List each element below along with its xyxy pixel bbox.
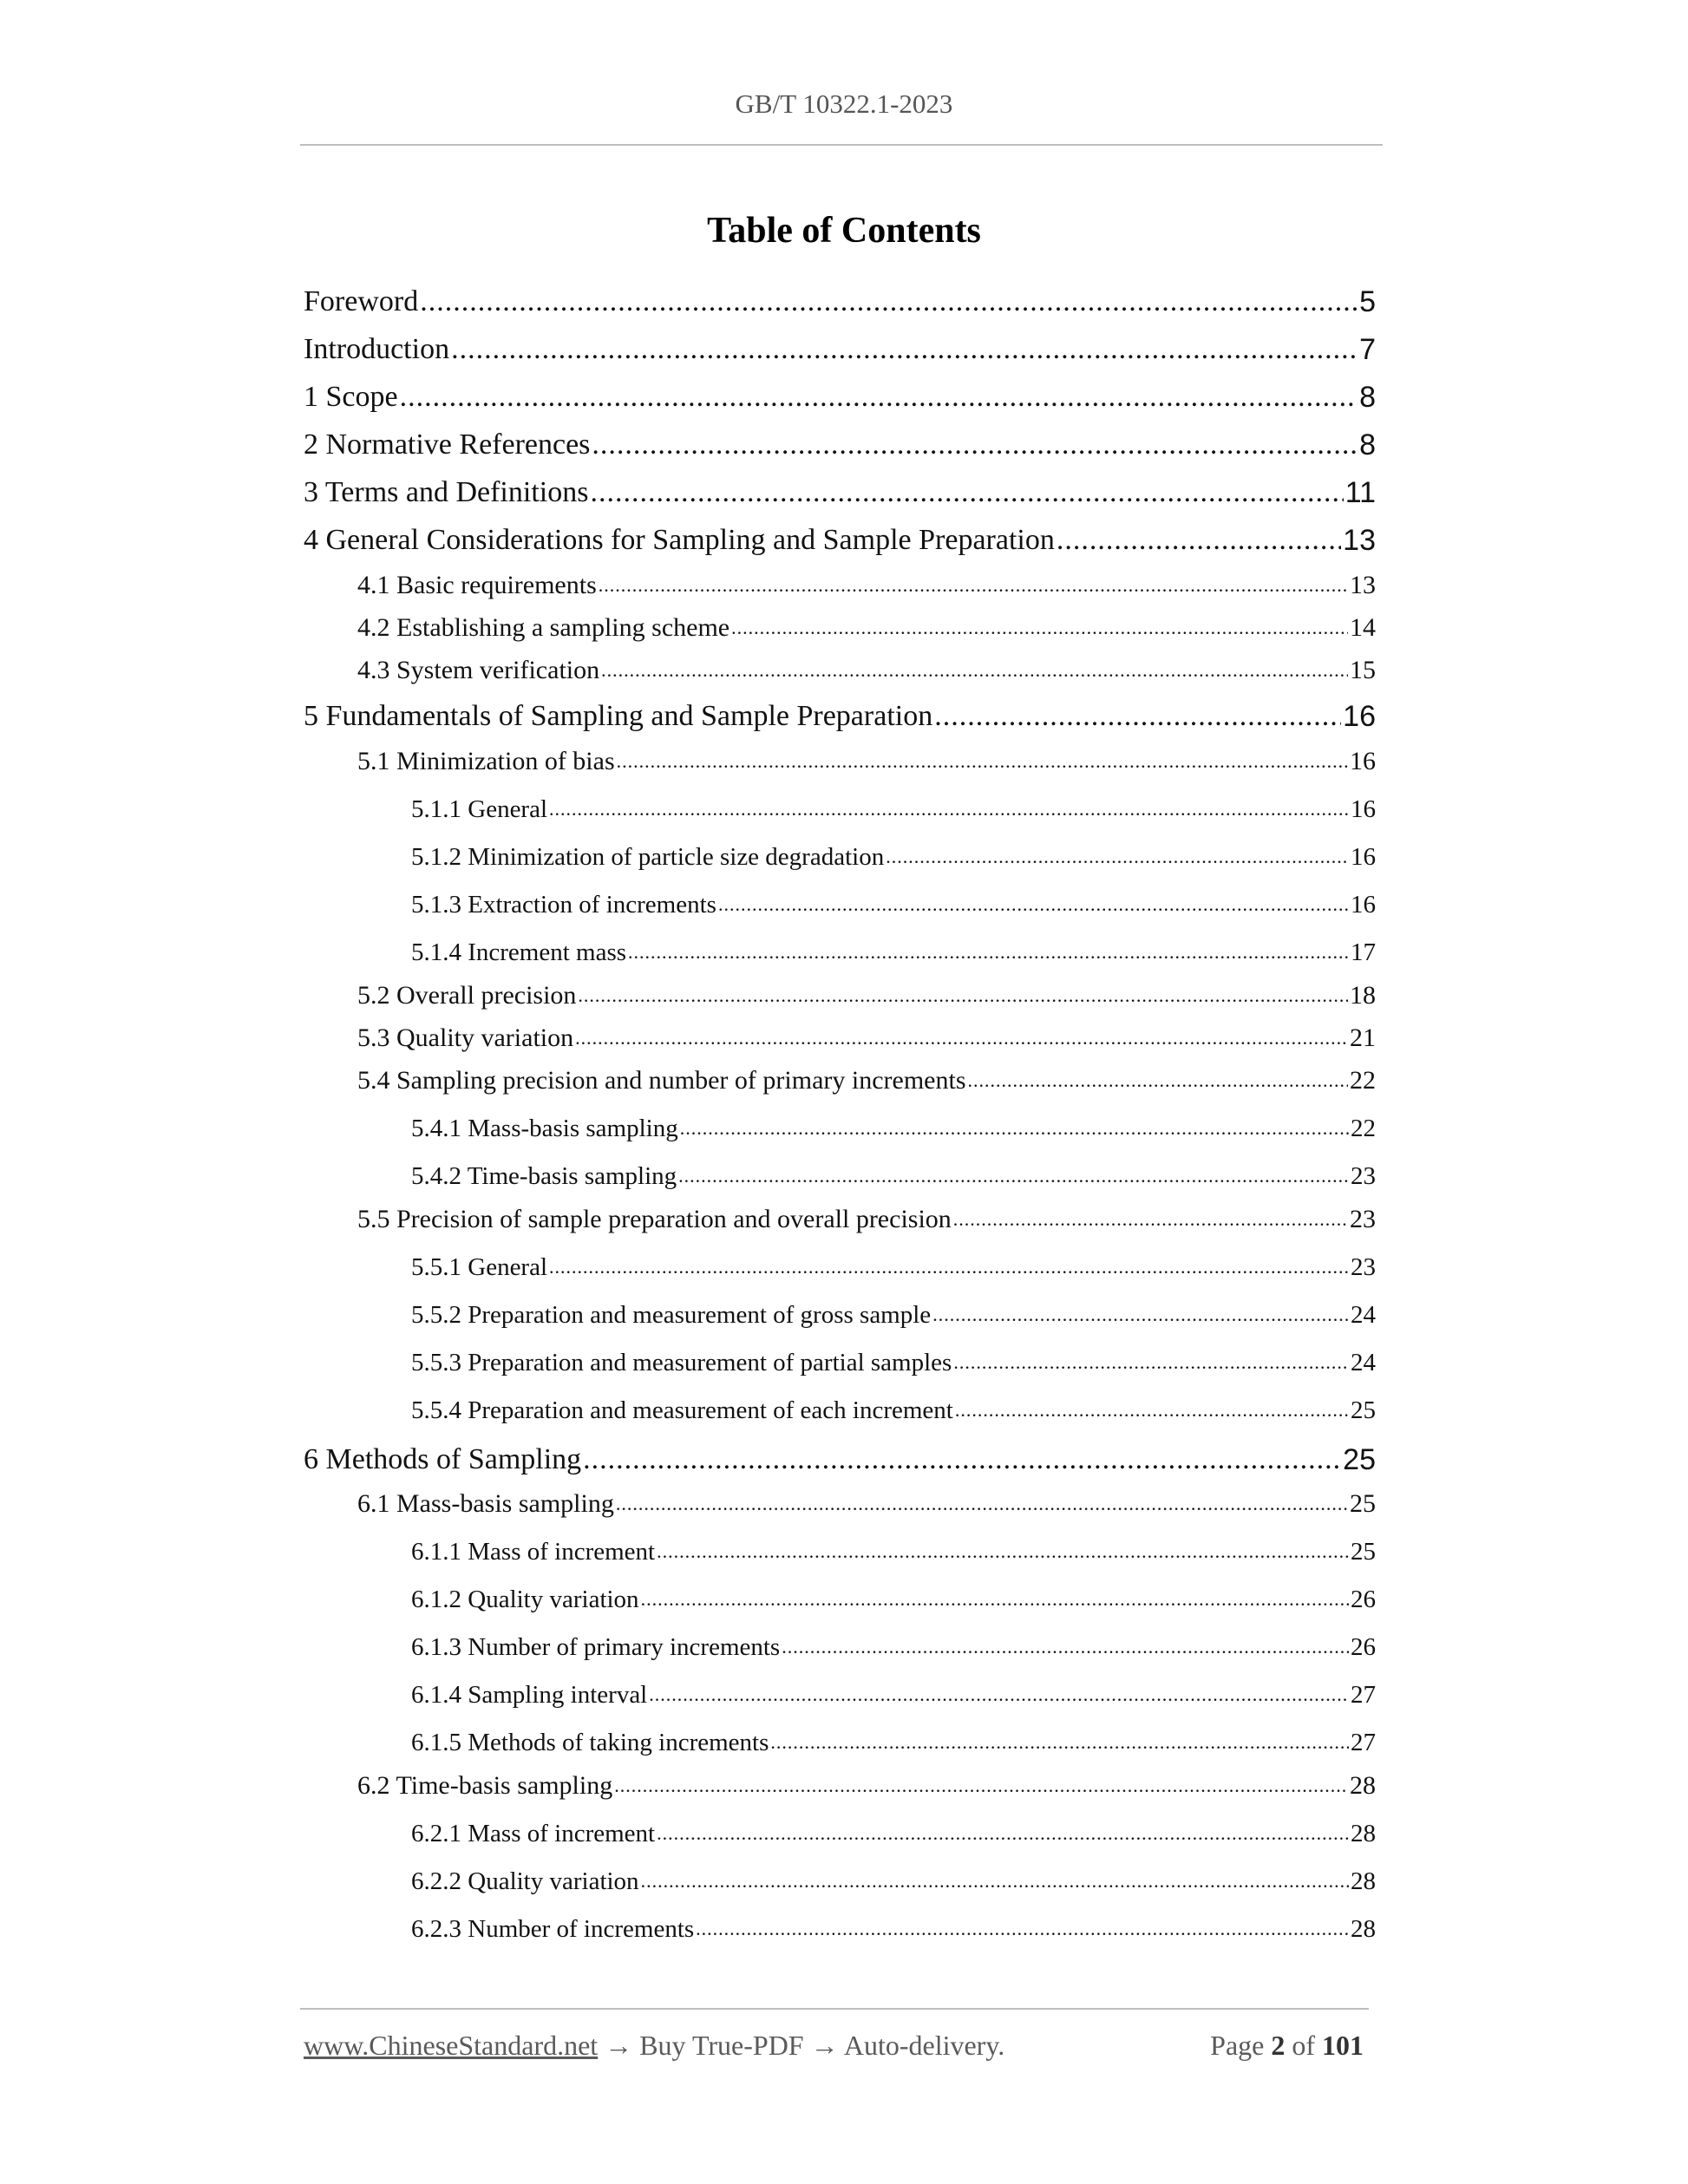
toc-entry-page: 8: [1359, 381, 1376, 414]
toc-leader-dots: [782, 1630, 1349, 1664]
page-label: Page: [1210, 2030, 1265, 2061]
document-code-header: GB/T 10322.1-2023: [735, 88, 953, 119]
toc-entry-page: 13: [1350, 571, 1376, 599]
toc-entry-title: Introduction: [304, 333, 450, 365]
toc-entry[interactable]: [304, 696, 1376, 736]
toc-entry-title: 5.1.1 General: [411, 795, 548, 823]
toc-entry-title: 6.1.1 Mass of increment: [411, 1538, 656, 1566]
toc-entry-title: 5.5.1 General: [411, 1253, 548, 1281]
toc-entry-title: 5.5 Precision of sample preparation and overall precision: [357, 1205, 952, 1233]
toc-entry-title: 4 General Considerations for Sampling and Sample Preparation: [304, 524, 1055, 556]
toc-leader-dots: [953, 1345, 1349, 1380]
toc-entry-title: 6.1.5 Methods of taking increments: [411, 1729, 769, 1756]
toc-entry[interactable]: [357, 653, 1376, 688]
toc-leader-dots: [578, 978, 1348, 1013]
toc-entry[interactable]: [357, 1487, 1376, 1521]
toc-entry-page: 25: [1350, 1489, 1376, 1518]
auto-delivery-text: Auto-delivery.: [843, 2030, 1005, 2061]
toc-entry-page: 23: [1351, 1253, 1376, 1281]
toc-entry[interactable]: [304, 1440, 1376, 1480]
toc-entry-page: 26: [1351, 1633, 1376, 1661]
toc-entry-page: 17: [1351, 938, 1376, 966]
toc-entry[interactable]: [411, 1250, 1376, 1285]
toc-entry-page: 13: [1343, 524, 1376, 557]
footer-links: [304, 2030, 1004, 2062]
toc-entry[interactable]: [411, 1159, 1376, 1193]
toc-entry[interactable]: [411, 1725, 1376, 1760]
toc-entry[interactable]: [357, 611, 1376, 645]
site-link[interactable]: www.ChineseStandard.net: [304, 2030, 599, 2061]
toc-entry[interactable]: [411, 1582, 1376, 1617]
toc-entry-title: 5.5.2 Preparation and measurement of gross sample: [411, 1301, 932, 1329]
toc-entry-page: 22: [1351, 1115, 1376, 1142]
toc-leader-dots: [592, 425, 1358, 465]
toc-entry[interactable]: [357, 744, 1376, 779]
toc-entry-title: 5.4.1 Mass-basis sampling: [411, 1115, 678, 1142]
toc-leader-dots: [968, 1063, 1349, 1098]
toc-entry-page: 14: [1350, 613, 1376, 642]
toc-entry[interactable]: [304, 473, 1376, 513]
toc-entry[interactable]: [304, 282, 1376, 322]
toc-entry-title: 5.1 Minimization of bias: [357, 747, 615, 775]
toc-entry[interactable]: [304, 425, 1376, 465]
toc-entry-title: 5.2 Overall precision: [357, 981, 577, 1010]
toc-entry-title: 4.2 Establishing a sampling scheme: [357, 613, 730, 642]
toc-leader-dots: [617, 744, 1348, 779]
toc-entry-page: 25: [1351, 1538, 1376, 1566]
toc-leader-dots: [641, 1582, 1349, 1617]
toc-leader-dots: [601, 653, 1348, 688]
of-label: of: [1292, 2030, 1315, 2061]
toc-entry-page: 21: [1350, 1023, 1376, 1052]
toc-entry-title: 6.2 Time-basis sampling: [357, 1771, 613, 1800]
toc-entry-page: 22: [1350, 1066, 1376, 1095]
toc-entry[interactable]: [411, 935, 1376, 970]
toc-entry-page: 11: [1345, 476, 1376, 509]
toc-entry-title: 6.2.1 Mass of increment: [411, 1820, 656, 1847]
toc-entry[interactable]: [411, 792, 1376, 827]
toc-entry-page: 16: [1351, 843, 1376, 871]
toc-leader-dots: [678, 1159, 1349, 1193]
toc-entry[interactable]: [304, 520, 1376, 560]
toc-entry-page: 24: [1351, 1349, 1376, 1376]
toc-leader-dots: [932, 1298, 1349, 1332]
toc-entry[interactable]: [411, 1677, 1376, 1712]
toc-entry[interactable]: [357, 978, 1376, 1013]
toc-leader-dots: [599, 568, 1348, 603]
toc-entry-page: 23: [1351, 1162, 1376, 1190]
toc-entry-page: 28: [1351, 1915, 1376, 1943]
toc-entry-title: 5.5.3 Preparation and measurement of partial samples: [411, 1349, 952, 1376]
toc-leader-dots: [420, 282, 1358, 322]
toc-entry-title: 5.4 Sampling precision and number of primary increments: [357, 1066, 966, 1095]
toc-entry-title: 6.2.2 Quality variation: [411, 1867, 639, 1895]
toc-entry-title: 4.3 System verification: [357, 656, 600, 684]
toc-entry-title: 2 Normative References: [304, 428, 591, 461]
toc-entry-title: 3 Terms and Definitions: [304, 476, 589, 508]
current-page-number: 2: [1271, 2030, 1286, 2061]
toc-leader-dots: [575, 1021, 1348, 1056]
toc-leader-dots: [955, 1393, 1349, 1428]
toc-entry-page: 8: [1359, 428, 1376, 461]
toc-entry-title: 5.5.4 Preparation and measurement of each increment: [411, 1396, 953, 1424]
toc-entry-title: 6.2.3 Number of increments: [411, 1915, 695, 1943]
toc-leader-dots: [657, 1816, 1349, 1851]
toc-entry-page: 16: [1343, 700, 1376, 733]
toc-leader-dots: [614, 1769, 1348, 1803]
toc-entry-title: 4.1 Basic requirements: [357, 571, 597, 599]
toc-leader-dots: [628, 935, 1349, 970]
toc-entry-title: Foreword: [304, 285, 419, 317]
toc-entry[interactable]: [304, 377, 1376, 417]
toc-entry-page: 23: [1350, 1205, 1376, 1233]
toc-entry-page: 15: [1350, 656, 1376, 684]
toc-entry[interactable]: [411, 1111, 1376, 1146]
arrow-right-icon: →: [605, 2030, 633, 2061]
toc-entry[interactable]: [411, 1298, 1376, 1332]
toc-entry-title: 5.1.3 Extraction of increments: [411, 891, 716, 919]
toc-entry-title: 5 Fundamentals of Sampling and Sample Preparation: [304, 700, 933, 732]
toc-leader-dots: [400, 377, 1358, 417]
toc-entry[interactable]: [411, 1864, 1376, 1899]
toc-leader-dots: [549, 792, 1349, 827]
toc-leader-dots: [1057, 520, 1341, 560]
toc-entry[interactable]: [411, 1816, 1376, 1851]
toc-entry-page: 16: [1350, 747, 1376, 775]
toc-entry-title: 6.1.4 Sampling interval: [411, 1681, 648, 1709]
toc-entry[interactable]: [357, 568, 1376, 603]
toc-leader-dots: [731, 611, 1348, 645]
toc-entry[interactable]: [411, 1912, 1376, 1946]
toc-entry-page: 26: [1351, 1586, 1376, 1613]
arrow-right-icon: →: [810, 2030, 839, 2061]
toc-entry-title: 5.1.2 Minimization of particle size degradation: [411, 843, 885, 871]
toc-leader-dots: [770, 1725, 1349, 1760]
toc-entry[interactable]: [357, 1202, 1376, 1237]
toc-entry-title: 6.1.2 Quality variation: [411, 1586, 639, 1613]
toc-leader-dots: [696, 1912, 1349, 1946]
toc-entry-page: 25: [1343, 1443, 1376, 1476]
toc-title: Table of Contents: [707, 211, 981, 251]
toc-entry-title: 5.4.2 Time-basis sampling: [411, 1162, 677, 1190]
toc-entry[interactable]: [357, 1021, 1376, 1056]
toc-leader-dots: [451, 330, 1358, 369]
toc-entry[interactable]: [411, 887, 1376, 922]
toc-entry-page: 7: [1359, 333, 1376, 366]
toc-entry[interactable]: [411, 1345, 1376, 1380]
buy-true-pdf-link[interactable]: Buy True-PDF: [639, 2030, 804, 2061]
toc-entry-title: 6 Methods of Sampling: [304, 1443, 582, 1475]
toc-entry-title: 6.1.3 Number of primary increments: [411, 1633, 781, 1661]
toc-leader-dots: [953, 1202, 1348, 1237]
toc-entry-title: 5.3 Quality variation: [357, 1023, 574, 1052]
toc-entry[interactable]: [411, 1534, 1376, 1569]
toc-leader-dots: [934, 696, 1341, 736]
toc-entry-page: 5: [1359, 285, 1376, 318]
toc-leader-dots: [718, 887, 1349, 922]
toc-entry-page: 27: [1351, 1729, 1376, 1756]
toc-entry-page: 24: [1351, 1301, 1376, 1329]
toc-entry-page: 16: [1351, 795, 1376, 823]
toc-leader-dots: [886, 840, 1349, 874]
toc-leader-dots: [641, 1864, 1349, 1899]
toc-leader-dots: [657, 1534, 1349, 1569]
toc-leader-dots: [649, 1677, 1349, 1712]
footer-divider: [300, 2008, 1369, 2010]
page-counter: [1210, 2030, 1364, 2062]
toc-entry-title: 5.1.4 Increment mass: [411, 938, 627, 966]
toc-leader-dots: [680, 1111, 1349, 1146]
toc-entry-page: 27: [1351, 1681, 1376, 1709]
toc-entry-page: 25: [1351, 1396, 1376, 1424]
toc-entry-page: 28: [1351, 1820, 1376, 1847]
toc-entry-page: 28: [1350, 1771, 1376, 1800]
toc-entry[interactable]: [357, 1063, 1376, 1098]
toc-leader-dots: [549, 1250, 1349, 1285]
toc-leader-dots: [616, 1487, 1348, 1521]
toc-entry-page: 16: [1351, 891, 1376, 919]
toc-entry[interactable]: [411, 840, 1376, 874]
toc-entry[interactable]: [304, 330, 1376, 369]
toc-entry[interactable]: [411, 1630, 1376, 1664]
toc-entry-title: 6.1 Mass-basis sampling: [357, 1489, 614, 1518]
toc-leader-dots: [583, 1440, 1341, 1480]
toc-leader-dots: [590, 473, 1343, 513]
total-page-count: 101: [1322, 2030, 1364, 2061]
toc-entry-page: 18: [1350, 981, 1376, 1010]
toc-entry-page: 28: [1351, 1867, 1376, 1895]
toc-entry-title: 1 Scope: [304, 381, 398, 413]
toc-entry[interactable]: [411, 1393, 1376, 1428]
toc-entry[interactable]: [357, 1769, 1376, 1803]
